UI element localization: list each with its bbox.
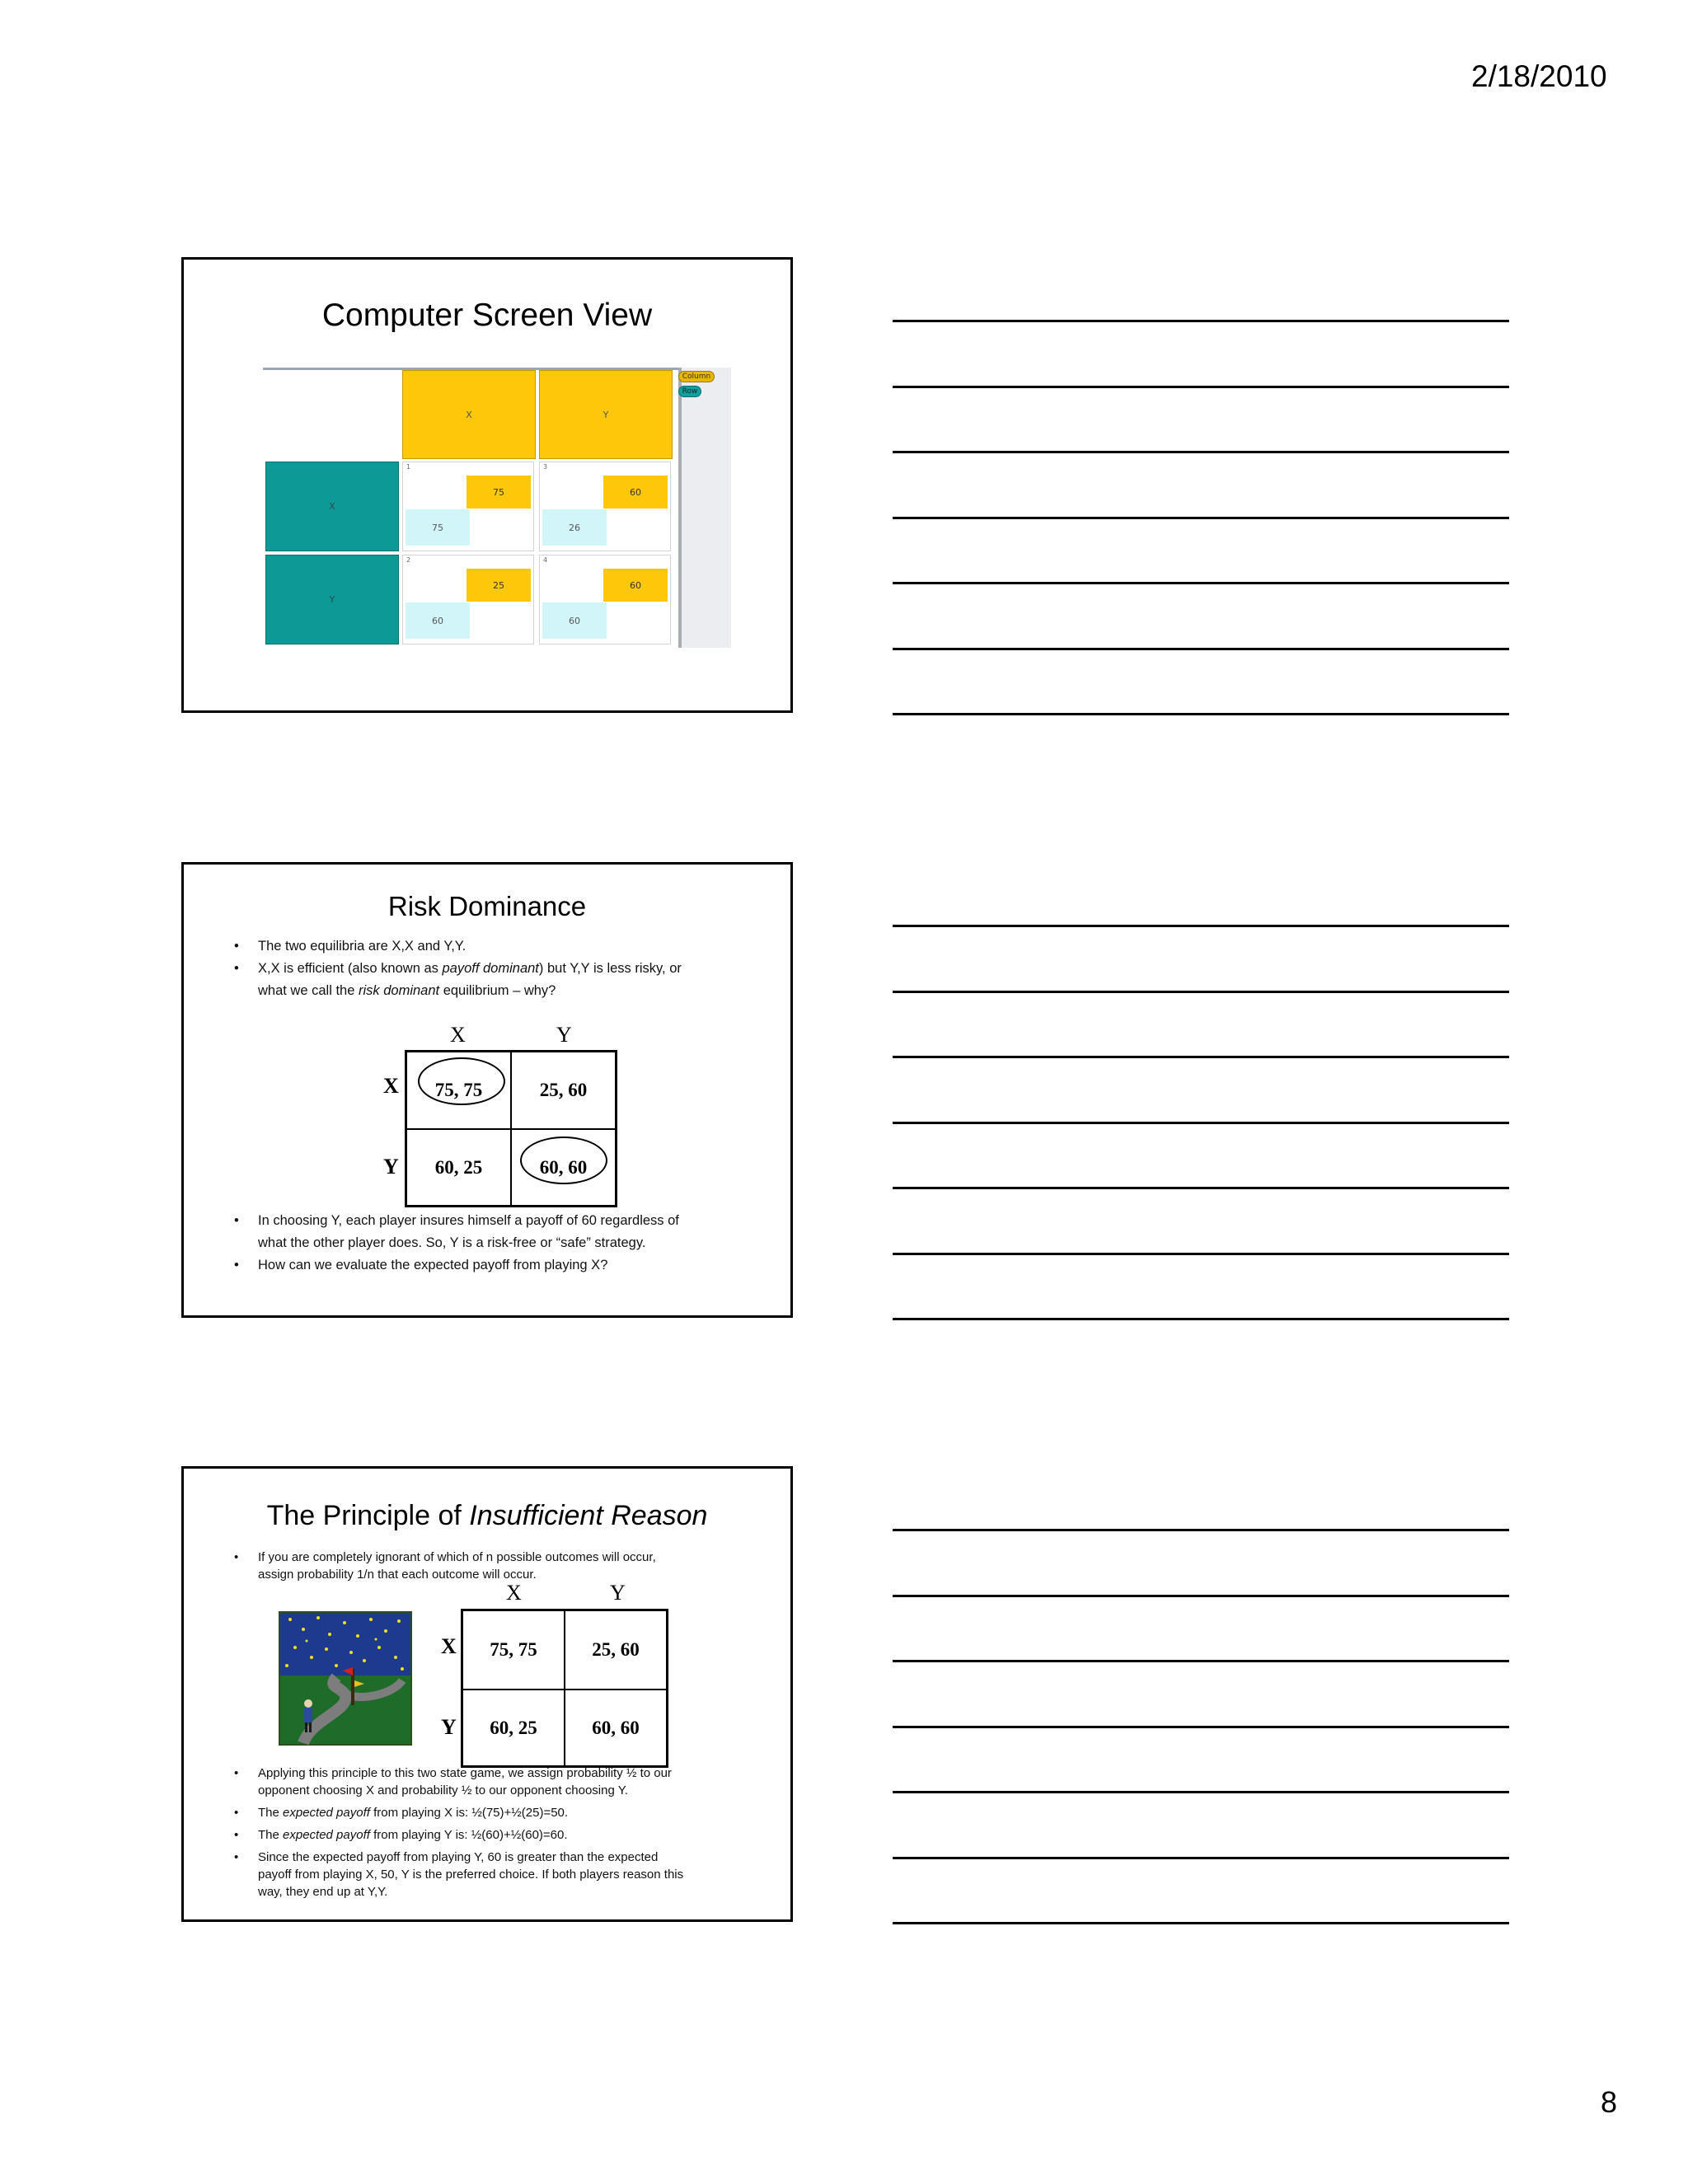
bullet-text: The two equilibria are X,X and Y,Y. — [258, 939, 467, 954]
note-line — [893, 386, 1509, 388]
row-payoff: 26 — [542, 509, 607, 546]
bullet-text-italic: expected payoff — [283, 1806, 370, 1820]
matrix-row-label-x: X — [383, 1074, 399, 1098]
note-line — [893, 582, 1509, 584]
title-plain: The Principle of — [266, 1500, 470, 1531]
bullet-list-bottom — [184, 1765, 744, 1900]
note-line — [893, 713, 1509, 715]
matrix-grid — [461, 1609, 668, 1768]
equilibrium-circle-xx — [418, 1057, 505, 1105]
bullet-text: from playing Y is: ½(60)+½(60)=60. — [369, 1828, 568, 1842]
bullet-item — [184, 1804, 744, 1821]
matrix-col-label-y: Y — [610, 1581, 626, 1605]
bullet-text: what we call the — [258, 983, 359, 998]
cell-index: 3 — [543, 463, 548, 471]
bullet-text: Applying this principle to this two state game, we assign probability ½ to our — [258, 1766, 672, 1780]
bullet-text: payoff from playing X, 50, Y is the preferred choice. If both players reason this — [258, 1868, 684, 1882]
bullet-text: way, they end up at Y,Y. — [258, 1885, 388, 1899]
column-header-y[interactable]: Y — [539, 370, 673, 459]
bullet-text-italic: payoff dominant — [442, 961, 539, 976]
note-line — [893, 1791, 1509, 1793]
note-line — [893, 1595, 1509, 1597]
slide-title: Risk Dominance — [387, 891, 587, 921]
matrix-row-label-x: X — [441, 1634, 457, 1658]
slide-computer-screen-view — [181, 257, 793, 713]
column-button[interactable]: Column — [678, 371, 715, 382]
title-italic: Insufficient Reason — [469, 1500, 708, 1531]
bullet-text: The — [258, 1828, 284, 1842]
row-payoff: 60 — [406, 602, 470, 639]
note-line — [893, 991, 1509, 993]
note-line — [893, 1318, 1509, 1320]
matrix-cell-yy: 60, 60 — [539, 1157, 588, 1178]
bullet-text: opponent choosing X and probability ½ to our opponent choosing Y. — [258, 1783, 628, 1797]
screen-side-panel — [678, 368, 731, 648]
bullet-text-italic: risk dominant — [358, 983, 440, 998]
matrix-row-label-y: Y — [441, 1715, 457, 1739]
bullet-dot: • — [234, 939, 239, 954]
bullet-item — [184, 1254, 744, 1277]
bullet-dot: • — [234, 1213, 239, 1228]
payoff-cell-xx[interactable] — [402, 462, 534, 551]
page-number: 8 — [1601, 2085, 1618, 2119]
cell-index: 2 — [406, 556, 411, 564]
bullet-text: assign probability 1/n that each outcome will occur. — [258, 1568, 537, 1582]
bullet-text: How can we evaluate the expected payoff from playing X? — [258, 1258, 608, 1272]
equilibrium-circle-yy — [520, 1137, 607, 1184]
matrix-col-label-x: X — [450, 1023, 466, 1047]
bullet-dot: • — [234, 961, 239, 976]
row-header-x[interactable]: X — [265, 462, 399, 551]
column-payoff: 75 — [467, 476, 531, 509]
bullet-dot: • — [234, 1850, 239, 1864]
bullet-text: In choosing Y, each player insures himself a payoff of 60 regardless of — [258, 1213, 679, 1228]
row-header-y[interactable]: Y — [265, 555, 399, 644]
cell-index: 4 — [543, 556, 548, 564]
matrix-cell-xy: 25, 60 — [592, 1639, 640, 1660]
slide-risk-dominance — [181, 862, 793, 1318]
note-line — [893, 1922, 1509, 1924]
matrix-row-label-y: Y — [383, 1155, 399, 1179]
bullet-item — [184, 1826, 744, 1844]
bullet-dot: • — [234, 1806, 239, 1820]
note-line — [893, 320, 1509, 322]
bullet-text: from playing X is: ½(75)+½(25)=50. — [369, 1806, 569, 1820]
matrix-cell-yx: 60, 25 — [490, 1717, 537, 1738]
bullet-dot: • — [234, 1766, 239, 1780]
note-line — [893, 451, 1509, 453]
note-line — [893, 925, 1509, 927]
matrix-cell-xx: 75, 75 — [490, 1639, 537, 1660]
column-payoff: 60 — [603, 476, 668, 509]
payoff-cell-yy[interactable] — [539, 555, 671, 644]
note-line — [893, 1726, 1509, 1728]
matrix-cell-yy: 60, 60 — [592, 1717, 640, 1738]
slide-title: Computer Screen View — [321, 298, 653, 333]
cell-index: 1 — [406, 463, 411, 471]
bullet-text-italic: expected payoff — [283, 1828, 370, 1842]
bullet-text: X,X is efficient (also known as — [258, 961, 443, 976]
header-date: 2/18/2010 — [1471, 59, 1607, 93]
note-line — [893, 517, 1509, 519]
row-payoff: 60 — [542, 602, 607, 639]
matrix-col-label-y: Y — [556, 1023, 572, 1047]
note-line — [893, 1056, 1509, 1058]
matrix-col-label-x: X — [506, 1581, 522, 1605]
note-line — [893, 1529, 1509, 1531]
column-header-x[interactable]: X — [402, 370, 536, 459]
bullet-list-bottom — [184, 1210, 744, 1277]
payoff-cell-xy[interactable] — [539, 462, 671, 551]
bullet-item — [184, 1849, 744, 1900]
note-line — [893, 1857, 1509, 1859]
bullet-dot: • — [234, 1258, 239, 1272]
matrix-cell-xx: 75, 75 — [434, 1080, 483, 1100]
bullet-text: If you are completely ignorant of which of n possible outcomes will occur, — [258, 1550, 656, 1564]
note-line — [893, 648, 1509, 650]
note-line — [893, 1253, 1509, 1255]
bullet-dot: • — [234, 1550, 239, 1564]
bullet-text: ) but Y,Y is less risky, or — [538, 961, 682, 976]
note-line — [893, 1122, 1509, 1124]
screen-side-divider — [678, 368, 682, 648]
bullet-item — [184, 1765, 744, 1799]
bullet-text: The — [258, 1806, 284, 1820]
bullet-text: what the other player does. So, Y is a risk-free or “safe” strategy. — [258, 1235, 646, 1250]
payoff-cell-yx[interactable] — [402, 555, 534, 644]
column-payoff: 60 — [603, 569, 668, 602]
row-payoff: 75 — [406, 509, 470, 546]
note-line — [893, 1187, 1509, 1189]
matrix-cell-yx: 60, 25 — [434, 1157, 483, 1178]
game-screen-screenshot — [263, 368, 731, 648]
column-payoff: 25 — [467, 569, 531, 602]
note-line — [893, 1660, 1509, 1662]
bullet-item — [184, 1210, 744, 1254]
bullet-text: Since the expected payoff from playing Y, 60 is greater than the expected — [258, 1850, 659, 1864]
slide-insufficient-reason — [181, 1466, 793, 1922]
row-button[interactable]: Row — [678, 386, 701, 397]
bullet-text: equilibrium – why? — [439, 983, 556, 998]
bullet-dot: • — [234, 1828, 239, 1842]
matrix-cell-xy: 25, 60 — [539, 1080, 588, 1100]
